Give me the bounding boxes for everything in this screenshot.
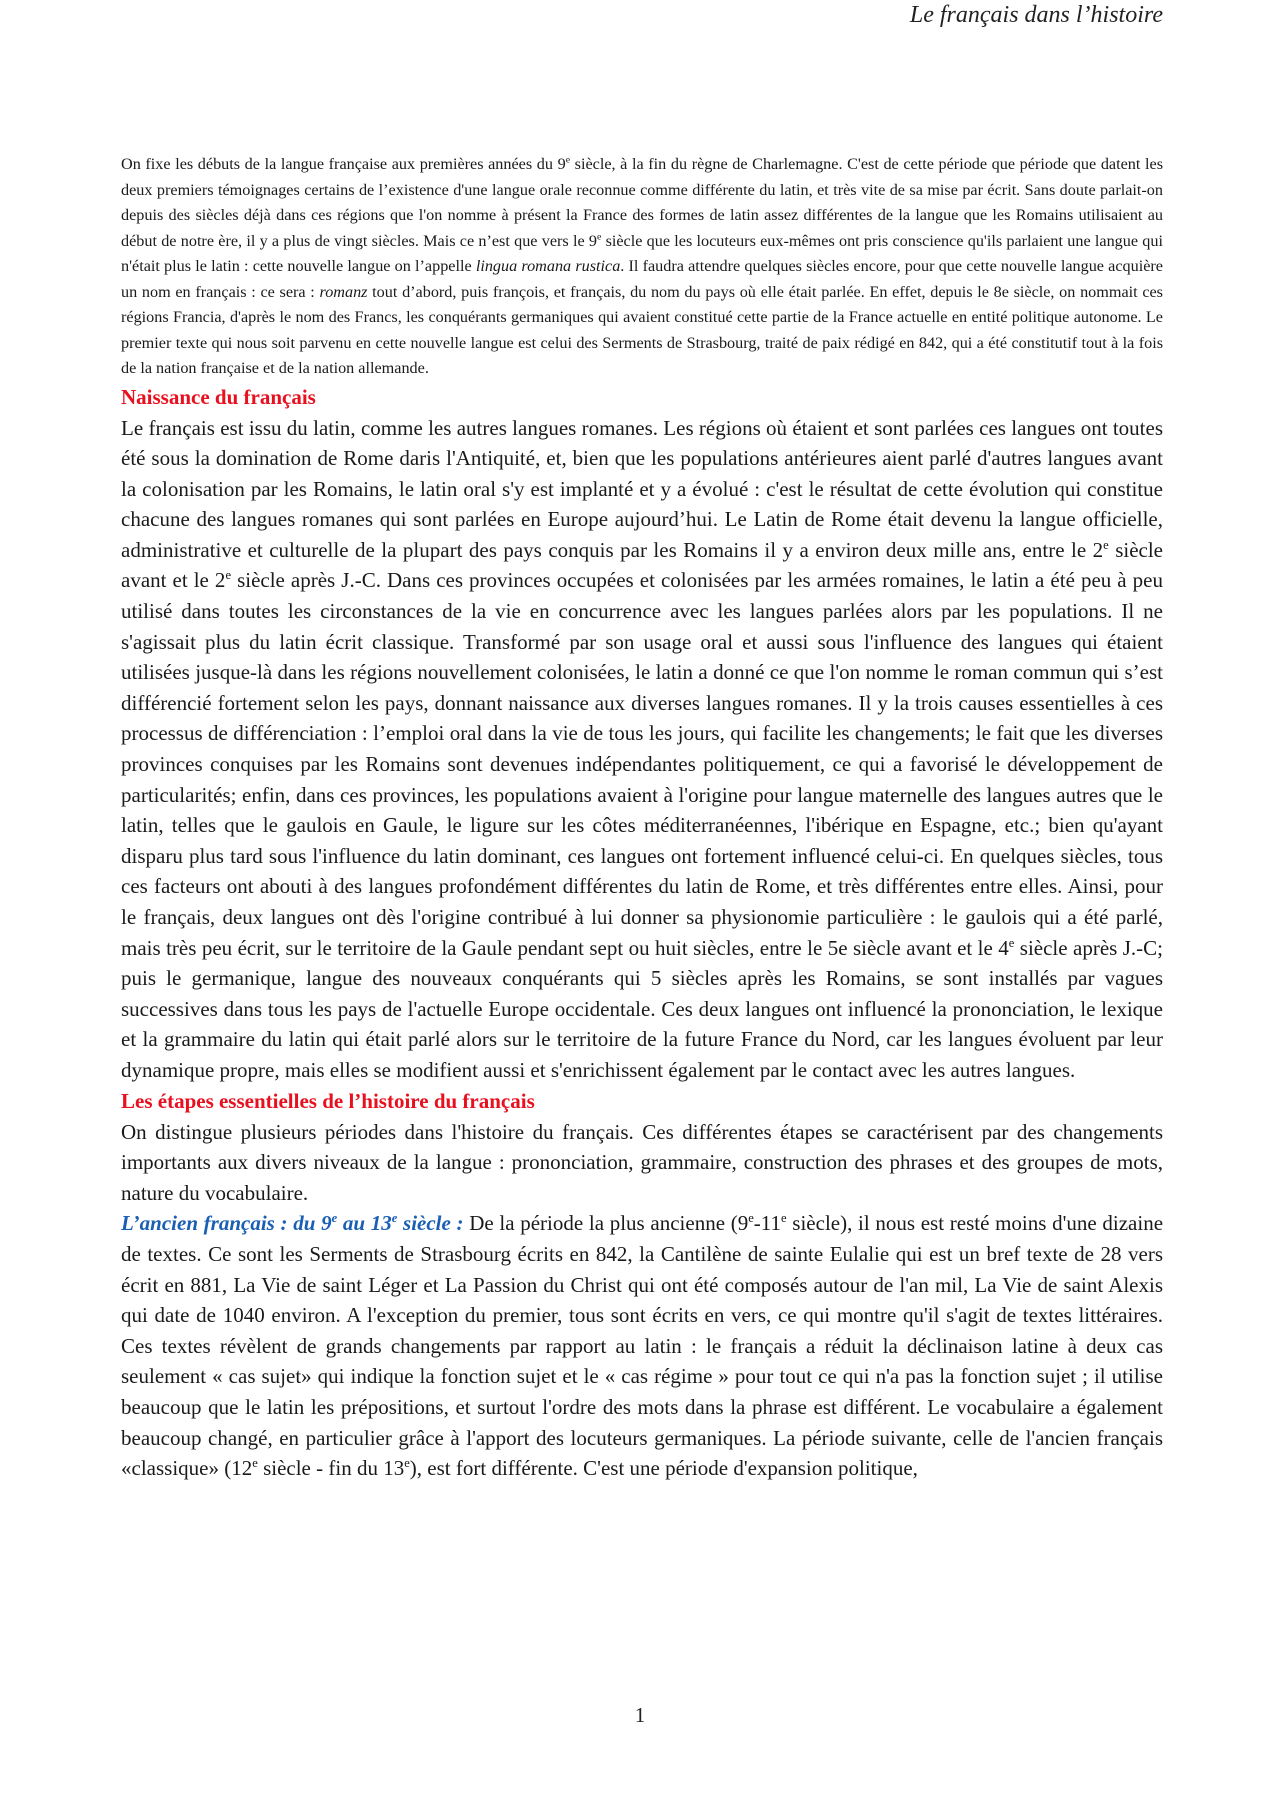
document-body xyxy=(121,152,1163,1484)
intro-paragraph: On fixe les débuts de la langue française aux premières années du 9e siècle, à la fin du règne de Charlemagne. C'est de cette période que période que datent les deux premiers témoignages certains de l’existence d'une langue orale reconnue comme différente du latin, et très vite de sa mise par écrit. Sans doute parlait-on depuis des siècles déjà dans ces régions que l'on nomme à présent la France des formes de latin assez différentes de la langue que les Romains utilisaient au début de notre ère, il y a plus de vingt siècles. Mais ce n’est que vers le 9e siècle que les locuteurs eux-mêmes ont pris conscience qu'ils parlaient une langue qui n'était plus le latin : cette nouvelle langue on l’appelle lingua romana rustica. Il faudra attendre quelques siècles encore, pour que cette nouvelle langue acquière un nom en français : ce sera : romanz tout d’abord, puis françois, et français, du nom du pays où elle était parlée. En effet, depuis le 8e siècle, on nommait ces régions Francia, d'après le nom des Francs, les conquérants germaniques qui avaient constitué cette partie de la France actuelle en entité politique autonome. Le premier texte qui nous soit parvenu en cette nouvelle langue est celui des Serments de Strasbourg, traité de paix rédigé en 842, qui a été constitutif tout à la fois de la nation française et de la nation allemande. xyxy=(121,154,1163,377)
naissance-paragraph: Le français est issu du latin, comme les autres langues romanes. Les régions où étaient et sont parlées ces langues ont toutes été sous la domination de Rome daris l'Antiquité, et, bien que les populations antérieures aient parlé d'autres langues avant la colonisation par les Romains, le latin oral s'y est implanté et y a évolué : c'est le résultat de cette évolution qui constitue chacune des langues romanes qui sont parlées en Europe aujourd’hui. Le Latin de Rome était devenu la langue officielle, administrative et culturelle de la plupart des pays conquis par les Romains il y a environ deux mille ans, entre le 2e siècle avant et le 2e siècle après J.-C. Dans ces provinces occupées et colonisées par les armées romaines, le latin a été peu à peu utilisé dans toutes les circonstances de la vie en concurrence avec les langues parlées alors par les populations. Il ne s'agissait plus du latin écrit classique. Transformé par son usage oral et aussi sous l'influence des langues qui étaient utilisées jusque-là dans les régions nouvellement colonisées, le latin a donné ce que l'on nomme le roman commun qui s’est différencié fortement selon les pays, donnant naissance aux diverses langues romanes. Il y la trois causes essentielles à ces processus de différenciation : l’emploi oral dans la vie de tous les jours, qui facilite les changements; le fait que les diverses provinces conquises par les Romains sont devenues indépendantes politiquement, ce qui a favorisé le développement de particularités; enfin, dans ces provinces, les populations avaient à l'origine pour langue maternelle des langues autres que le latin, telles que le gaulois en Gaule, le ligure sur les côtes méditerranéennes, l'ibérique en Espagne, etc.; bien qu'ayant disparu plus tard sous l'influence du latin dominant, ces langues ont fortement influencé celui-ci. En quelques siècles, tous ces facteurs ont abouti à des langues profondément différentes du latin de Rome, et très différentes entre elles. Ainsi, pour le français, deux langues ont dès l'origine contribué à lui donner sa physionomie particulière : le gaulois qui a été parlé, mais très peu écrit, sur le territoire de la Gaule pendant sept ou huit siècles, entre le 5e siècle avant et le 4e siècle après J.-C; puis le germanique, langue des nouveaux conquérants qui 5 siècles après les Romains, se sont installés par vagues successives dans tous les pays de l'actuelle Europe occidentale. Ces deux langues ont influencé la prononciation, le lexique et la grammaire du latin qui était parlé alors sur le territoire de la future France du Nord, car les langues évoluent par leur dynamique propre, mais elles se modifient aussi et s'enrichissent également par le contact avec les autres langues. xyxy=(121,415,1163,1082)
running-header: Le français dans l’histoire xyxy=(909,2,1163,28)
subsection-heading-ancien-francais: L’ancien français : du 9e au 13e siècle : xyxy=(121,1211,464,1236)
page-number: 1 xyxy=(634,1703,646,1727)
section-heading-naissance: Naissance du français xyxy=(121,384,316,409)
section-heading-etapes: Les étapes essentielles de l’histoire du français xyxy=(121,1088,535,1113)
etapes-paragraph: On distingue plusieurs périodes dans l'histoire du français. Ces différentes étapes se caractérisent par des changements importants aux divers niveaux de la langue : prononciation, grammaire, construction des phrases et des groupes de mots, nature du vocabulaire. xyxy=(121,1119,1163,1205)
ancien-francais-paragraph: L’ancien français : du 9e au 13e siècle : De la période la plus ancienne (9e-11e siècle), il nous est resté moins d'une dizaine de textes. Ce sont les Serments de Strasbourg écrits en 842, la Cantilène de sainte Eulalie qui est un bref texte de 28 vers écrit en 881, La Vie de saint Léger et La Passion du Christ qui ont été composés autour de l'an mil, La Vie de saint Alexis qui date de 1040 environ. A l'exception du premier, tous sont écrits en vers, ce qui montre qu'il s'agit de textes littéraires. Ces textes révèlent de grands changements par rapport au latin : le français a réduit la déclinaison latine à deux cas seulement « cas sujet» qui indique la fonction sujet et le « cas régime » pour tout ce qui n'a pas la fonction sujet ; il utilise beaucoup que le latin les prépositions, et surtout l'ordre des mots dans la phrase est différent. Le vocabulaire a également beaucoup changé, en particulier grâce à l'apport des locuteurs germaniques. La période suivante, celle de l'ancien français «classique» (12e siècle - fin du 13e), est fort différente. C'est une période d'expansion politique, xyxy=(121,1211,1164,1481)
